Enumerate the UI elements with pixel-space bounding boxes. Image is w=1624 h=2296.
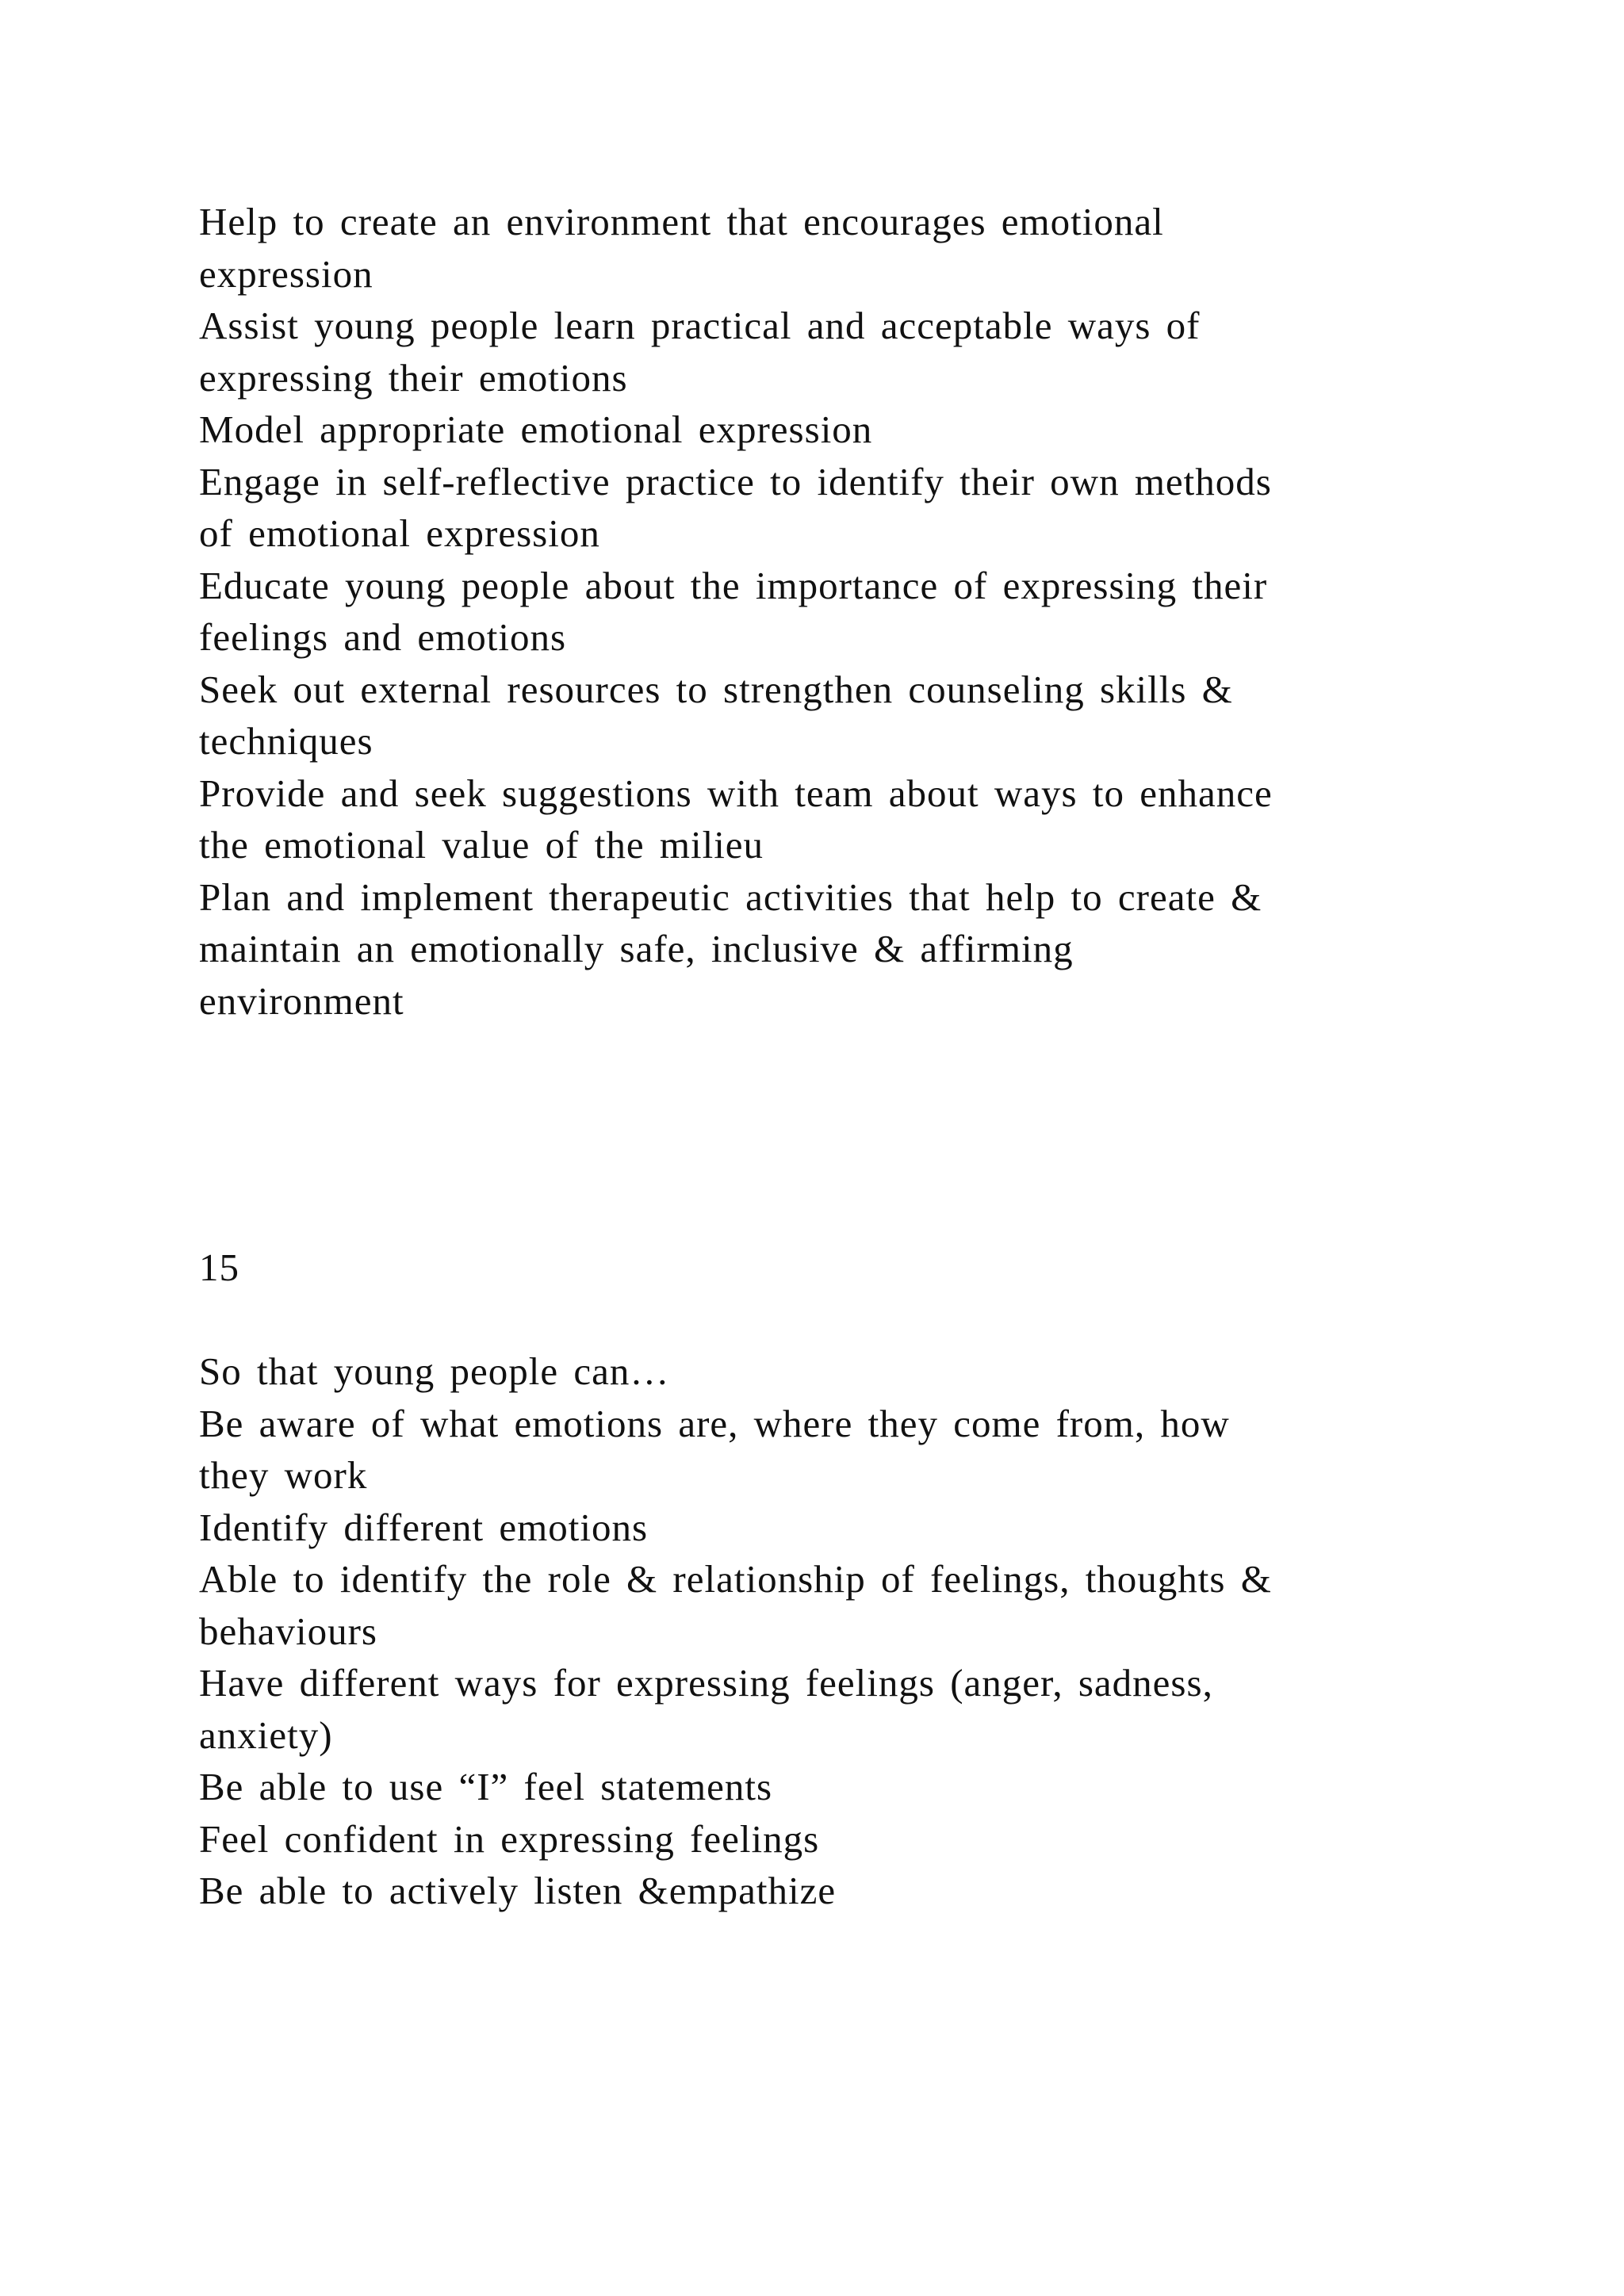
text-line: the emotional value of the milieu (199, 823, 764, 867)
text-line: behaviours (199, 1609, 377, 1653)
text-line: feelings and emotions (199, 615, 567, 659)
text-line: Educate young people about the importance of expressing their (199, 563, 1268, 607)
text-line: Feel confident in expressing feelings (199, 1816, 820, 1861)
text-line: Be aware of what emotions are, where they come from, how (199, 1401, 1230, 1445)
text-line: Engage in self-reflective practice to identify their own methods (199, 459, 1272, 503)
text-line: Be able to use “I” feel statements (199, 1765, 773, 1808)
text-line: Model appropriate emotional expression (199, 408, 873, 451)
text-line: they work (199, 1453, 368, 1497)
text-line: Help to create an environment that encourages emotional (199, 200, 1164, 243)
text-line: Able to identify the role & relationship of feelings, thoughts & (199, 1557, 1272, 1601)
responsibilities-section (199, 196, 1436, 1027)
text-line: maintain an emotionally safe, inclusive & affirming (199, 927, 1074, 970)
text-line: expression (199, 251, 373, 296)
text-line: Seek out external resources to strengthen counseling skills & (199, 667, 1233, 711)
text-line: Provide and seek suggestions with team about ways to enhance (199, 771, 1273, 815)
text-line: Be able to actively listen &empathize (199, 1869, 837, 1912)
text-line: Have different ways for expressing feelings (anger, sadness, (199, 1661, 1213, 1705)
text-line: Assist young people learn practical and acceptable ways of (199, 304, 1201, 347)
text-line: Plan and implement therapeutic activities that help to create & (199, 874, 1262, 919)
text-line: So that young people can… (199, 1349, 670, 1393)
text-line: expressing their emotions (199, 355, 628, 400)
slide-number-text: 15 (199, 1246, 239, 1289)
text-line: techniques (199, 719, 373, 763)
text-line: Identify different emotions (199, 1505, 649, 1549)
outcomes-section (199, 1345, 1436, 1917)
text-line: of emotional expression (199, 511, 600, 555)
text-line: anxiety) (199, 1712, 333, 1757)
slide-number (199, 1242, 1436, 1294)
text-line: environment (199, 978, 404, 1023)
